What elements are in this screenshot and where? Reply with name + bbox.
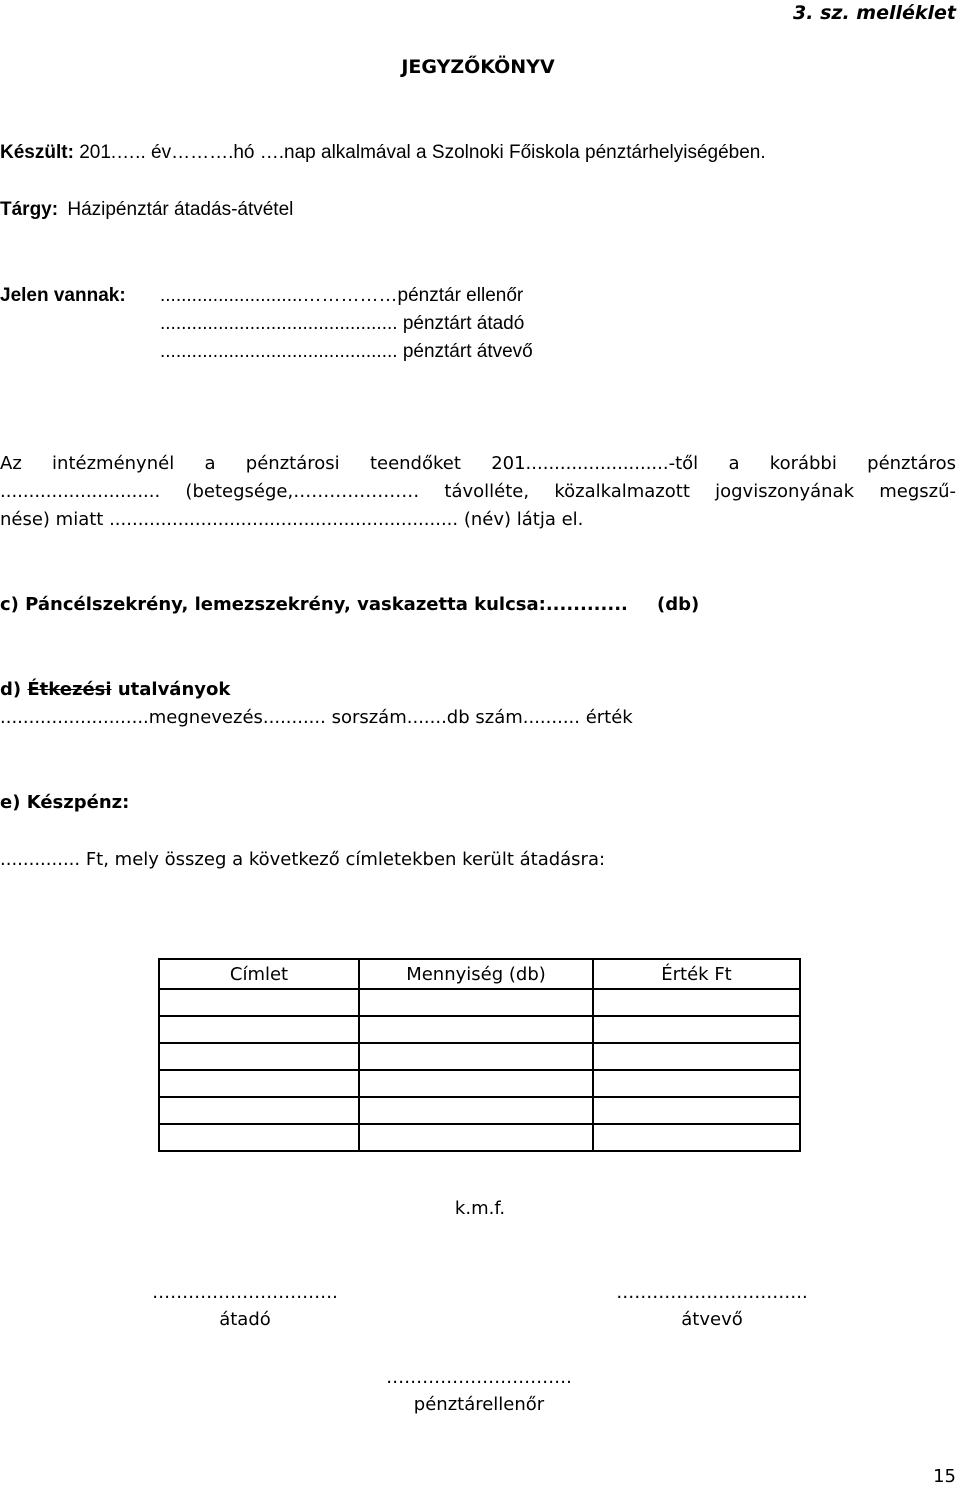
table-header-cimlet: Címlet <box>159 959 359 989</box>
jelen-item-ellenor: ...........................……………pénztár ellenőr <box>160 285 524 306</box>
document-title: JEGYZŐKÖNYV <box>401 56 555 78</box>
signature-atado-dots: …………………………. <box>152 1282 338 1303</box>
table-cell <box>159 1070 359 1097</box>
table-cell <box>359 1097 593 1124</box>
section-d-heading <box>0 679 230 700</box>
section-c-unit: (db) <box>657 594 700 615</box>
attachment-label: 3. sz. melléklet <box>793 2 956 24</box>
keszult-line <box>0 142 766 164</box>
table-cell <box>359 989 593 1016</box>
table-cell <box>359 1124 593 1151</box>
table-row <box>159 989 800 1016</box>
keszult-label: Készült: <box>0 142 74 163</box>
jelen-item-atvevo: ............................................. pénztárt átvevő <box>160 341 533 362</box>
table-row <box>159 1124 800 1151</box>
table-header-mennyiseg: Mennyiség (db) <box>359 959 593 989</box>
signature-atado-label: átadó <box>219 1309 271 1330</box>
table-cell <box>593 989 800 1016</box>
table-header-row <box>159 959 800 989</box>
table-header-ertek: Érték Ft <box>593 959 800 989</box>
table-cell <box>593 1016 800 1043</box>
signature-atado <box>140 1282 350 1330</box>
signature-ellenor-dots: …………………………. <box>386 1367 572 1388</box>
table-cell <box>159 989 359 1016</box>
paragraph-line-3: nése) miatt ............................................................. (név) látja el. <box>0 509 584 530</box>
page-number: 15 <box>933 1466 956 1487</box>
table-row <box>159 1070 800 1097</box>
table-row <box>159 1016 800 1043</box>
section-d-suffix: utalványok <box>111 679 231 700</box>
table-cell <box>593 1124 800 1151</box>
section-d-prefix: d) <box>0 679 28 700</box>
table-cell <box>359 1070 593 1097</box>
table-cell <box>593 1043 800 1070</box>
table-cell <box>359 1016 593 1043</box>
section-c-text: c) Páncélszekrény, lemezszekrény, vaskazetta kulcsa:............ <box>0 594 628 615</box>
table-cell <box>593 1097 800 1124</box>
paragraph-line-1: Az intézménynél a pénztárosi teendőket 201.........................-től a korábbi pénztáros <box>0 453 956 474</box>
signature-atvevo <box>607 1282 817 1330</box>
table-row <box>159 1043 800 1070</box>
table-cell <box>159 1043 359 1070</box>
table-cell <box>159 1124 359 1151</box>
jelen-label: Jelen vannak: <box>0 285 126 306</box>
targy-line <box>0 199 293 221</box>
signature-ellenor <box>370 1367 588 1415</box>
kmf-label: k.m.f. <box>454 1198 506 1219</box>
targy-text: Házipénztár átadás-átvétel <box>67 199 294 220</box>
targy-label: Tárgy: <box>0 199 59 220</box>
table-row <box>159 1097 800 1124</box>
signature-atvevo-dots: ………………………….. <box>616 1282 808 1303</box>
signature-atvevo-label: átvevő <box>681 1309 743 1330</box>
paragraph-line-2: ............................ (betegsége,………………… távolléte, közalkalmazott jogviszonyának megszű- <box>0 481 956 502</box>
section-e-text: .............. Ft, mely összeg a következő címletekben került átadásra: <box>0 849 606 870</box>
signature-ellenor-label: pénztárellenőr <box>413 1394 545 1415</box>
cimlet-table <box>158 958 801 1152</box>
section-d-struck-word: Étkezési <box>27 679 112 700</box>
table-cell <box>593 1070 800 1097</box>
section-d-fields: ..........................megnevezés........... sorszám.......db szám.......... érték <box>0 707 633 728</box>
table-cell <box>159 1097 359 1124</box>
keszult-text: 201.….. év……….hó ….nap alkalmával a Szolnoki Főiskola pénztárhelyiségében. <box>79 142 766 163</box>
table-cell <box>359 1043 593 1070</box>
section-e-heading: e) Készpénz: <box>0 792 130 813</box>
table-cell <box>159 1016 359 1043</box>
jelen-item-atado: ............................................. pénztárt átadó <box>160 313 525 334</box>
